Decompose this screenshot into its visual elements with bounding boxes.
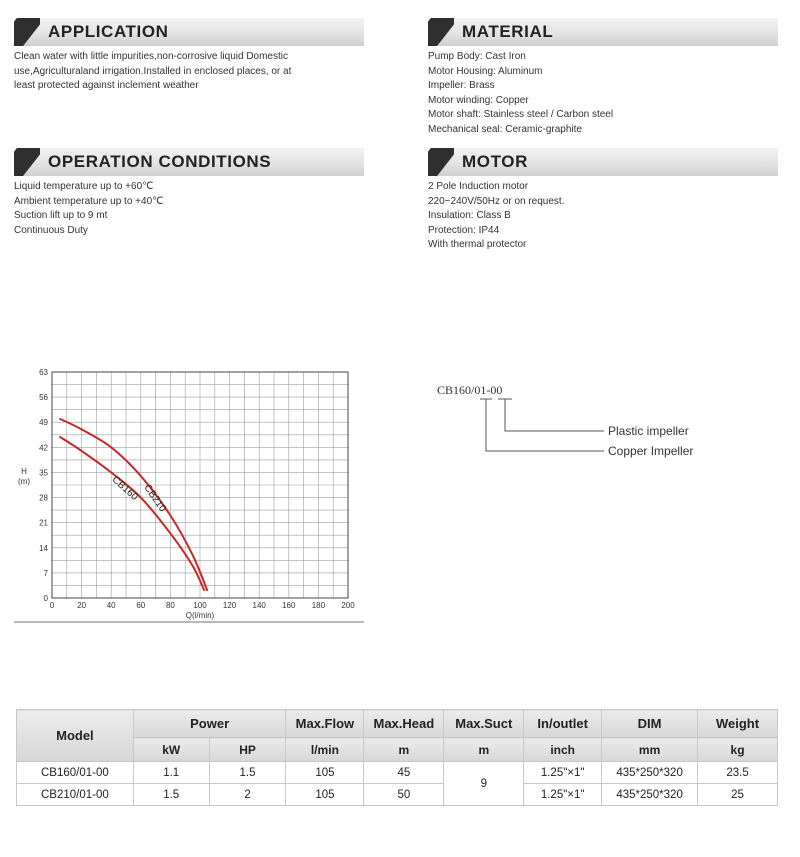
header-weight: Weight <box>698 710 778 738</box>
text-line: Motor winding: Copper <box>428 94 529 106</box>
cell-model: CB210/01-00 <box>17 784 134 806</box>
cell-flow: 105 <box>286 784 364 806</box>
cell-inout: 1.25"×1" <box>524 762 602 784</box>
header-marker-icon <box>428 18 454 46</box>
motor-text <box>428 180 778 253</box>
table-row <box>17 784 778 806</box>
y-tick-label: 42 <box>39 443 48 453</box>
y-tick-label: 35 <box>39 468 48 478</box>
text-line: Motor Housing: Aluminum <box>428 65 543 77</box>
x-tick-label: 80 <box>165 601 175 610</box>
x-tick-label: 0 <box>49 601 55 610</box>
text-line: Pump Body: Cast Iron <box>428 51 526 62</box>
cell-hp: 2 <box>209 784 286 806</box>
y-tick-label: 14 <box>39 543 48 553</box>
cell-dim: 435*250*320 <box>602 784 698 806</box>
y-axis-label: H <box>21 467 27 476</box>
cell-model: CB160/01-00 <box>17 762 134 784</box>
x-tick-label: 100 <box>193 601 207 610</box>
x-tick-label: 120 <box>222 601 237 610</box>
model-code-diagram <box>432 378 712 468</box>
header-marker-icon <box>14 18 40 46</box>
text-line: Motor shaft: Stainless steel / Carbon steel <box>428 109 614 121</box>
text-line: 2 Pole Induction motor <box>428 181 529 192</box>
operation-title: OPERATION CONDITIONS <box>48 152 272 171</box>
material-header <box>428 18 778 46</box>
material-section <box>428 18 778 138</box>
header-max-head: Max.Head <box>364 710 444 738</box>
performance-chart <box>14 362 364 632</box>
cell-head: 50 <box>364 784 444 806</box>
x-tick-label: 180 <box>311 601 326 610</box>
text-line: Liquid temperature up to +60℃ <box>14 181 154 192</box>
x-tick-label: 20 <box>77 601 87 610</box>
operation-header <box>14 148 364 176</box>
unit-suct: m <box>444 738 524 762</box>
header-model: Model <box>17 710 134 762</box>
table-row <box>17 762 778 784</box>
copper-impeller-label: Copper Impeller <box>608 444 694 458</box>
application-header <box>14 18 364 46</box>
model-code-text: CB160/01-00 <box>437 383 503 397</box>
x-tick-label: 200 <box>341 601 355 610</box>
application-text <box>14 50 304 94</box>
cell-dim: 435*250*320 <box>602 762 698 784</box>
application-section <box>14 18 364 94</box>
y-tick-label: 63 <box>39 368 48 377</box>
text-line: use,Agriculturaland irrigation.Installed in enclosed places, or at <box>14 65 292 77</box>
motor-title: MOTOR <box>462 152 528 171</box>
model-code-svg <box>432 378 712 468</box>
text-line: Continuous Duty <box>14 224 88 236</box>
y-tick-label: 28 <box>39 493 48 503</box>
cell-weight: 25 <box>698 784 778 806</box>
text-line: Mechanical seal: Ceramic-graphite <box>428 123 582 135</box>
text-line: With thermal protector <box>428 239 527 251</box>
cell-inout: 1.25"×1" <box>524 784 602 806</box>
cell-weight: 23.5 <box>698 762 778 784</box>
spec-table <box>16 709 778 806</box>
series-label-cb210: CB210 <box>141 482 168 515</box>
cell-suct: 9 <box>444 762 524 806</box>
motor-header <box>428 148 778 176</box>
cell-flow: 105 <box>286 762 364 784</box>
material-title: MATERIAL <box>462 22 554 41</box>
cell-hp: 1.5 <box>209 762 286 784</box>
header-max-flow: Max.Flow <box>286 710 364 738</box>
text-line: Ambient temperature up to +40℃ <box>14 195 164 207</box>
material-text <box>428 50 778 138</box>
performance-chart-svg <box>14 362 364 632</box>
operation-section <box>14 148 364 238</box>
y-tick-label: 7 <box>43 568 48 578</box>
x-tick-label: 160 <box>282 601 296 610</box>
cell-kw: 1.1 <box>133 762 209 784</box>
unit-inout: inch <box>524 738 602 762</box>
unit-weight: kg <box>698 738 778 762</box>
application-title: APPLICATION <box>48 22 169 41</box>
x-axis-label: Q(l/min) <box>185 611 215 620</box>
text-line: Insulation: Class B <box>428 210 511 222</box>
header-power: Power <box>133 710 286 738</box>
text-line: Suction lift up to 9 mt <box>14 210 108 222</box>
header-dim: DIM <box>602 710 698 738</box>
unit-hp: HP <box>209 738 286 762</box>
unit-dim: mm <box>602 738 698 762</box>
code-leader-lines <box>480 399 604 451</box>
x-tick-label: 60 <box>136 601 146 610</box>
unit-kw: kW <box>133 738 209 762</box>
header-inoutlet: In/outlet <box>524 710 602 738</box>
header-marker-icon <box>14 148 40 176</box>
y-tick-label: 0 <box>43 594 48 603</box>
x-tick-label: 140 <box>252 601 266 610</box>
series-label-cb160: CB160 <box>109 474 140 503</box>
header-max-suct: Max.Suct <box>444 710 524 738</box>
y-axis-unit: (m) <box>18 477 30 486</box>
y-tick-label: 56 <box>39 393 48 403</box>
text-line: 220~240V/50Hz or on request. <box>428 195 565 207</box>
header-marker-icon <box>428 148 454 176</box>
cell-head: 45 <box>364 762 444 784</box>
plastic-impeller-label: Plastic impeller <box>608 424 689 438</box>
text-line: Impeller: Brass <box>428 80 495 92</box>
unit-head: m <box>364 738 444 762</box>
text-line: Protection: IP44 <box>428 224 500 236</box>
y-tick-label: 49 <box>39 418 48 428</box>
text-line: least protected against inclement weather <box>14 80 199 92</box>
unit-flow: l/min <box>286 738 364 762</box>
y-tick-label: 21 <box>39 518 48 528</box>
text-line: Clean water with little impurities,non-corrosive liquid Domestic <box>14 51 288 62</box>
x-tick-label: 40 <box>106 601 116 610</box>
motor-section <box>428 148 778 253</box>
cell-kw: 1.5 <box>133 784 209 806</box>
operation-text <box>14 180 364 238</box>
